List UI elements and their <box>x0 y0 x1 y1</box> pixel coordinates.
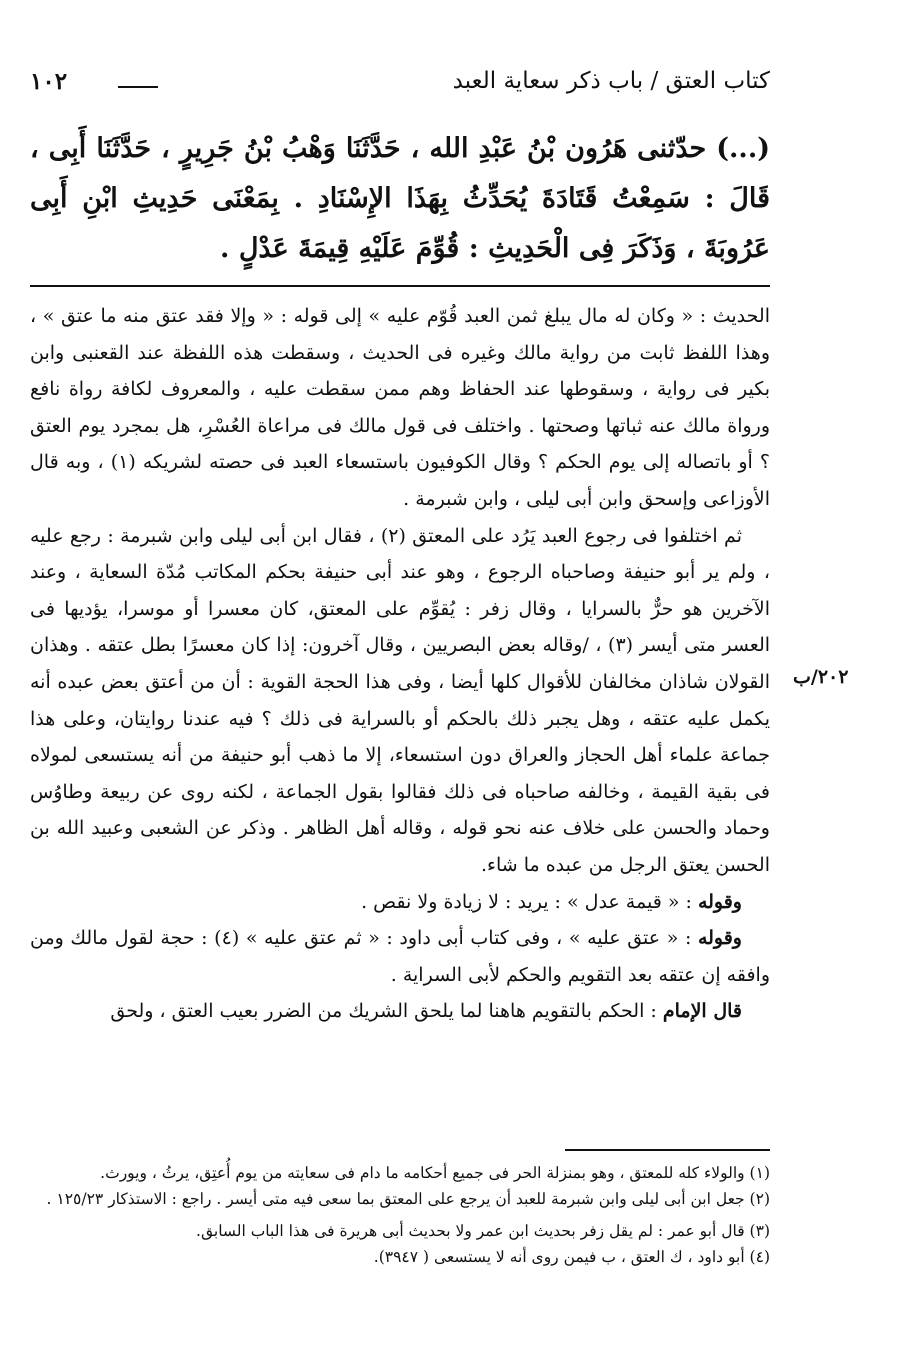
keyword: وقوله <box>697 927 742 950</box>
page-header <box>30 68 770 108</box>
footnote-divider <box>565 1149 770 1151</box>
page-number: ١٠٢ <box>30 68 68 95</box>
footnote-2: (٢) جعل ابن أبى ليلى وابن شبرمة للعبد أن يرجع على المعتق بما سعى فيه متى أيسر . راجع : الاستذكار ١٢٥/٢٣ . <box>46 1190 770 1208</box>
commentary-paragraph-5 <box>30 993 770 1030</box>
commentary-paragraph-4 <box>30 920 770 993</box>
header-dash <box>118 86 158 88</box>
commentary-paragraph-3 <box>30 884 770 921</box>
footnotes <box>30 1160 770 1270</box>
footnote-1: (١) والولاء كله للمعتق ، وهو بمنزلة الحر فى جميع أحكامه ما دام فى سعايته من يوم أُعتِق، يرثُ ، ويورث. <box>100 1164 770 1182</box>
main-divider <box>30 285 770 287</box>
commentary-paragraph-2: ثم اختلفوا فى رجوع العبد يَرُد على المعتق (٢) ، فقال ابن أبى ليلى وابن شبرمة : رجع عليه ، ولم ير أبو حنيفة وصاحباه الرجوع ، وهو عند أبى حنيفة بحكم المكاتب مُدّة السعاية ، وعند الآخرين هو حرٌّ بالسرايا ، وقال زفر : يُقوِّم على المعتق، كان معسرا أو موسرا، يؤديها فى العسر متى أيسر (٣) ، /وقاله بعض البصريين ، وقال آخرون: إذا كان معسرًا بطل عتقه . وهذان القولان شاذان مخالفان للأقوال كلها أيضا ، وفى هذا الحجة القوية : أن من أعتق بعض عبده أنه يكمل عليه عتقه ، وهل يجبر ذلك بالحكم أو بالسراية فى ذلك ؟ فيه عندنا روايتان، وعلى هذا جماعة علماء أهل الحجاز والعراق دون استسعاء، إلا ما ذهب أبو حنيفة من أنه يستسعى لمولاه فى بقية القيمة ، وخالفه صاحباه فى ذلك فقالوا بقول الجماعة ، لكنه روى عن ربيعة وطاوُس وحماد والحسن على خلاف عنه نحو قوله ، وقاله أهل الظاهر . وذكر عن الشعبى وعبيد الله بن الحسن يعتق الرجل من عبده ما شاء. <box>30 524 771 876</box>
keyword: قال الإمام <box>662 1000 742 1023</box>
manuscript-folio-note: ٢٠٢/ب <box>793 666 849 688</box>
commentary-paragraph-1: الحديث : « وكان له مال يبلغ ثمن العبد قُوّم عليه » إلى قوله : « وإلا فقد عتق منه ما عتق » ، وهذا اللفظ ثابت من رواية مالك وغيره فى الحديث ، وسقطت هذه اللفظة عند القعنبى وابن بكير فى رواية ، وسقوطها عند الحفاظ وهم ممن سقطت عليه ، والمعروف لكافة رواة نافع ورواة مالك عنه ثباتها وصحتها . واختلف فى قول مالك فى مراعاة العُسْرِ، هل بمجرد يوم العتق ؟ أو باتصاله إلى يوم الحكم ؟ وقال الكوفيون باستسعاء العبد فى حصته لشريكه (١) ، وبه قال الأوزاعى وإسحق وابن أبى ليلى ، وابن شبرمة . <box>30 305 770 510</box>
hadith-text: (...) حدّثنى هَرُون بْنُ عَبْدِ الله ، حَدَّثَنَا وَهْبُ بْنُ جَرِيرٍ ، حَدَّثَنَا أَبِى ، قَالَ : سَمِعْتُ قَتَادَةَ يُحَدِّثُ بِهَذَا الإِسْنَادِ . بِمَعْنَى حَدِيثِ ابْنِ أَبِى عَرُوبَةَ ، وَذَكَرَ فِى الْحَدِيثِ : قُوِّمَ عَلَيْهِ قِيمَةَ عَدْلٍ . <box>30 133 770 264</box>
commentary <box>30 298 770 1030</box>
keyword: وقوله <box>697 890 742 913</box>
footnote-3: (٣) قال أبو عمر : لم يقل زفر بحديث ابن عمر ولا بحديث أبى هريرة فى هذا الباب السابق. <box>196 1222 770 1240</box>
paragraph-text: : « قيمة عدل » : يريد : لا زيادة ولا نقص . <box>361 890 692 913</box>
footnote-4: (٤) أبو داود ، ك العتق ، ب فيمن روى أنه لا يستسعى ( ٣٩٤٧). <box>373 1248 770 1266</box>
running-title: كتاب العتق / باب ذكر سعاية العبد <box>452 68 770 94</box>
paragraph-text: : الحكم بالتقويم هاهنا لما يلحق الشريك من الضرر بعيب العتق ، ولحق <box>110 1000 657 1023</box>
paragraph-text: : « عتق عليه » ، وفى كتاب أبى داود : « ثم عتق عليه » (٤) : حجة لقول مالك ومن وافقه إن عتقه بعد التقويم والحكم لأبى السراية . <box>30 927 770 986</box>
